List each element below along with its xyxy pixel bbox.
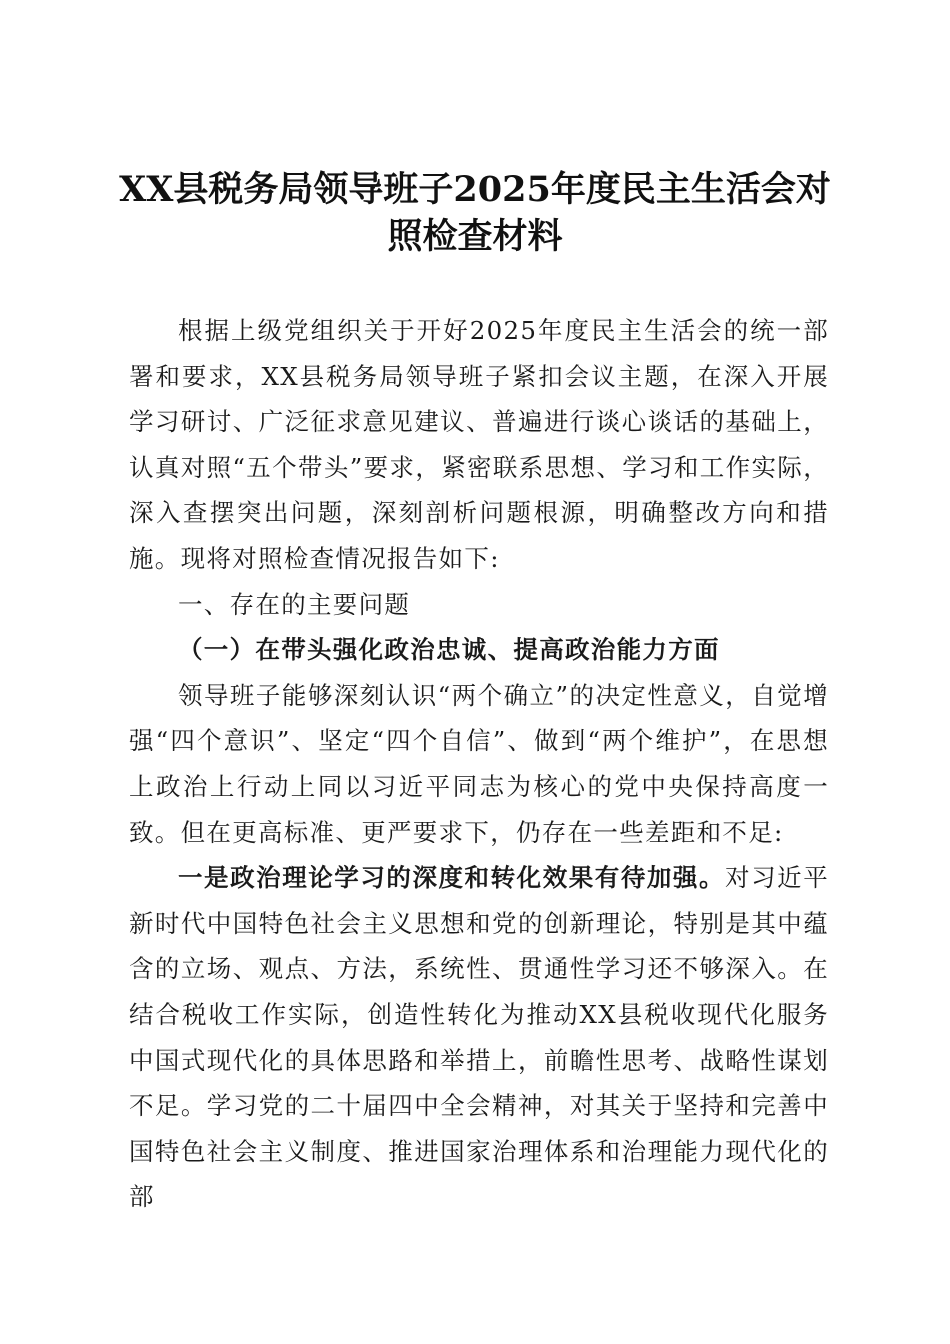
point-lead-sentence: 一是政治理论学习的深度和转化效果有待加强。 xyxy=(178,863,726,893)
document-title: XX县税务局领导班子2025年度民主生活会对照检查材料 xyxy=(119,169,831,257)
subsection-intro-paragraph: 领导班子能够深刻认识“两个确立”的决定性意义，自觉增强“四个意识”、坚定“四个自信”、做到“两个维护”，在思想上政治上行动上同以习近平同志为核心的党中央保持高度一致。但在更高标准、更严要求下，仍存在一些差距和不足: xyxy=(129,680,829,847)
subsection-heading: （一）在带头强化政治忠诚、提高政治能力方面 xyxy=(178,635,720,665)
document-body xyxy=(129,308,829,1220)
point-body-text: 对习近平新时代中国特色社会主义思想和党的创新理论，特别是其中蕴含的立场、观点、方法，系统性、贯通性学习还不够深入。在结合税收工作实际，创造性转化为推动XX县税收现代化服务中国式现代化的具体思路和举措上，前瞻性思考、战略性谋划不足。学习党的二十届四中全会精神，对其关于坚持和完善中国特色社会主义制度、推进国家治理体系和治理能力现代化的部 xyxy=(129,863,829,1212)
intro-paragraph: 根据上级党组织关于开好2025年度民主生活会的统一部署和要求，XX县税务局领导班子紧扣会议主题，在深入开展学习研讨、广泛征求意见建议、普遍进行谈心谈话的基础上，认真对照“五个带头”要求，紧密联系思想、学习和工作实际，深入查摆突出问题，深刻剖析问题根源，明确整改方向和措施。现将对照检查情况报告如下: xyxy=(129,316,829,573)
point-paragraph xyxy=(129,855,829,1220)
section-heading: 一、存在的主要问题 xyxy=(178,589,411,619)
